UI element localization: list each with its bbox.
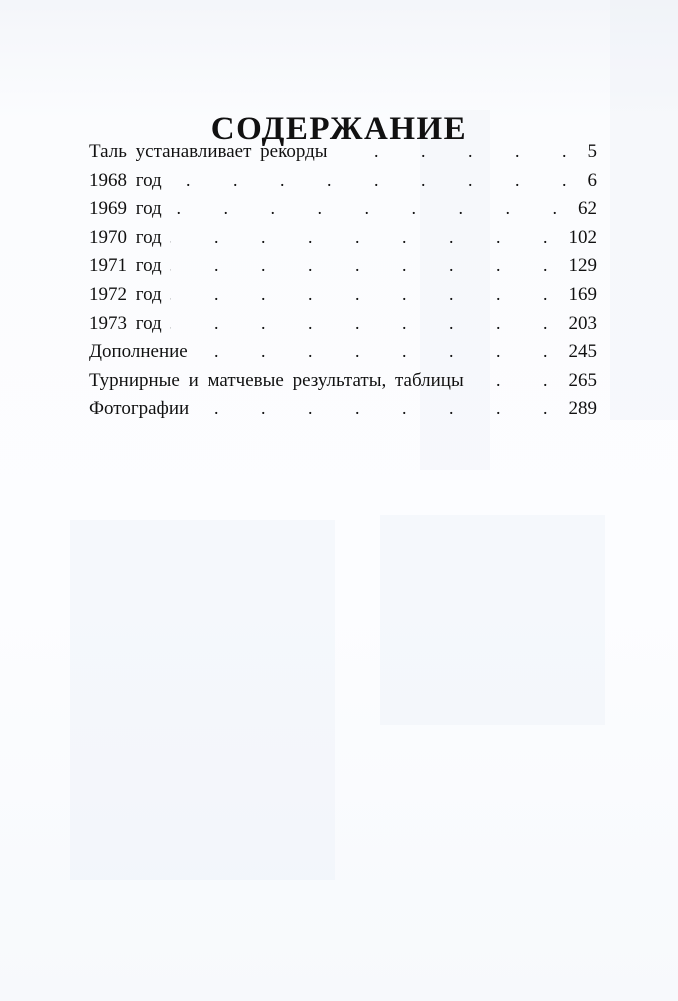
toc-entry-label: 1971 год — [89, 255, 162, 277]
toc-entry-page-number: 203 — [568, 312, 597, 334]
dot-leader — [170, 194, 576, 223]
dot-leader — [170, 309, 567, 338]
toc-entry-page-number: 169 — [568, 283, 597, 305]
page-title: СОДЕРЖАНИЕ — [210, 111, 468, 148]
show-through-shadow — [610, 0, 678, 420]
dot-leader — [170, 280, 567, 309]
toc-entry-label: Фотографии — [89, 398, 190, 420]
toc-entry — [89, 309, 597, 338]
toc-entry-page-number: 289 — [568, 398, 597, 420]
dot-leader — [196, 337, 567, 366]
toc-entry — [89, 251, 597, 280]
toc-entry — [89, 366, 597, 395]
toc-entry-label: 1972 год — [89, 283, 162, 305]
dot-leader — [197, 394, 566, 423]
toc-entry — [89, 194, 597, 223]
toc-entry-label: 1968 год — [89, 169, 162, 191]
dot-leader — [472, 366, 567, 395]
toc-entry — [89, 394, 597, 423]
toc-entry-label: Дополнение — [89, 341, 188, 363]
toc-entry-page-number: 62 — [578, 198, 597, 220]
toc-entry — [89, 337, 597, 366]
toc-entry — [89, 223, 597, 252]
toc-entry-page-number: 102 — [568, 226, 597, 248]
toc-entry — [89, 166, 597, 195]
toc-entry-page-number: 129 — [568, 255, 597, 277]
show-through-shadow — [380, 515, 605, 725]
toc-entry-page-number: 5 — [587, 141, 597, 162]
dot-leader — [336, 137, 586, 166]
dot-leader — [170, 166, 586, 195]
toc-entry-label: Таль устанавливает рекорды — [89, 141, 328, 162]
toc-entry-label: 1970 год — [89, 226, 162, 248]
dot-leader — [170, 223, 567, 252]
toc-entry-label: Турнирные и матчевые результаты, таблицы — [89, 369, 464, 391]
dot-leader — [170, 251, 567, 280]
toc-entry-page-number: 245 — [568, 341, 597, 363]
toc-entry-label: 1973 год — [89, 312, 162, 334]
toc-entry-label: 1969 год — [89, 198, 162, 220]
show-through-shadow — [70, 520, 335, 880]
table-of-contents — [89, 137, 597, 423]
toc-entry-page-number: 6 — [587, 169, 597, 191]
toc-entry-page-number: 265 — [568, 369, 597, 391]
toc-entry — [89, 280, 597, 309]
toc-entry — [89, 137, 597, 166]
